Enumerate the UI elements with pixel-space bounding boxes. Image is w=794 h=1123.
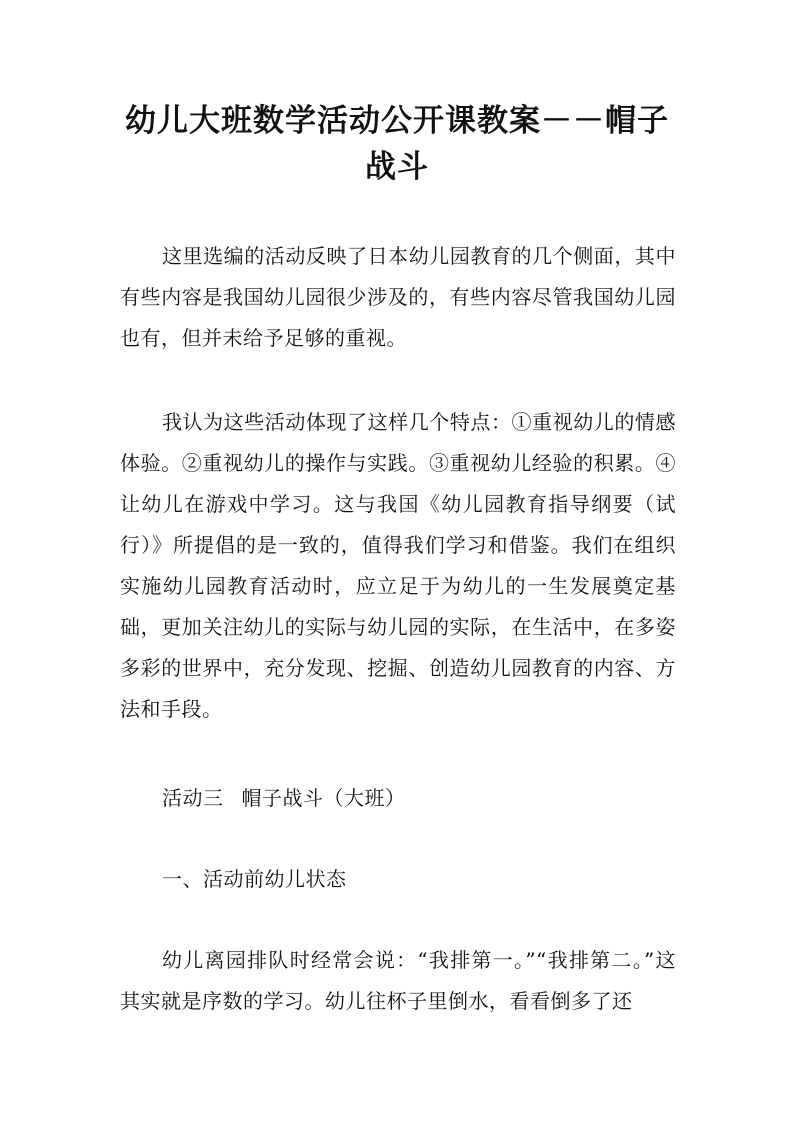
section-heading: 一、活动前幼儿状态 [162, 867, 347, 891]
activity-heading [120, 778, 676, 819]
activity-title: 帽子战斗（大班） [241, 786, 406, 810]
document-title: 幼儿大班数学活动公开课教案－－帽子战斗 [125, 103, 669, 185]
intro-paragraph: 这里选编的活动反映了日本幼儿园教育的几个侧面，其中有些内容是我国幼儿园很少涉及的，有些内容尽管我国幼儿园也有，但并未给予足够的重视。 [120, 244, 676, 350]
activity-label: 活动三 [162, 786, 224, 810]
body-paragraph: 幼儿离园排队时经常会说：“我排第一。”“我排第二。”这其实就是序数的学习。幼儿往杯子里倒水，看看倒多了还 [120, 948, 676, 1013]
features-paragraph: 我认为这些活动体现了这样几个特点：①重视幼儿的情感体验。②重视幼儿的操作与实践。③重视幼儿经验的积累。④让幼儿在游戏中学习。这与我国《幼儿园教育指导纲要（试行）》所提倡的是一致的，值得我们学习和借鉴。我们在组织实施幼儿园教育活动时，应立足于为幼儿的一生发展奠定基础，更加关注幼儿的实际与幼儿园的实际，在生活中，在多姿多彩的世界中，充分发现、挖掘、创造幼儿园教育的内容、方法和手段。 [120, 410, 676, 721]
